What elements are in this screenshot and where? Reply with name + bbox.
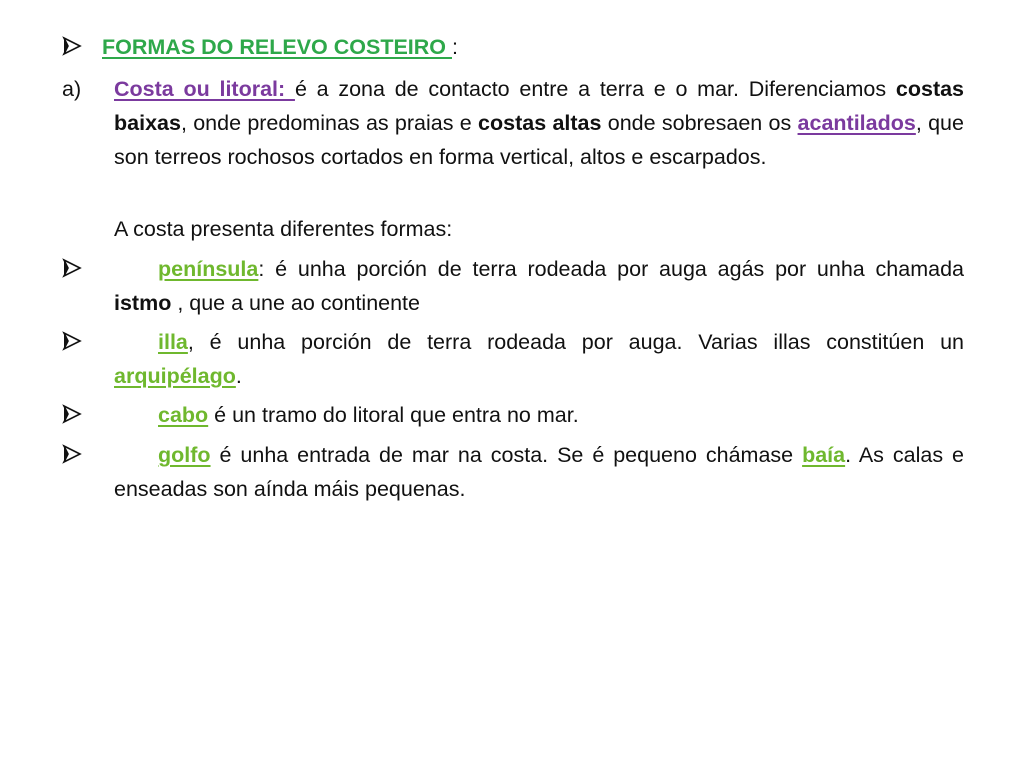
arrow-bullet-icon bbox=[62, 325, 82, 359]
golfo-text-1: é unha entrada de mar na costa. Se é pequeno chámase bbox=[210, 443, 803, 467]
arrow-bullet-icon bbox=[62, 30, 82, 64]
section-title-suffix: : bbox=[452, 35, 458, 59]
golfo-text-2: . As calas e enseadas son aínda máis pequenas. bbox=[114, 443, 964, 501]
arrow-bullet-icon bbox=[62, 252, 82, 286]
bullet-illa bbox=[62, 325, 964, 393]
term-golfo: golfo bbox=[158, 443, 211, 467]
bullet-cabo bbox=[62, 398, 964, 432]
term-istmo: istmo bbox=[114, 291, 172, 315]
heading-line bbox=[62, 30, 964, 64]
arrow-bullet-icon bbox=[62, 398, 82, 432]
term-illa: illa bbox=[158, 330, 188, 354]
peninsula-text-2: , que a une ao continente bbox=[171, 291, 420, 315]
bullet-golfo bbox=[62, 438, 964, 506]
term-arquipelago: arquipélago bbox=[114, 364, 236, 388]
term-acantilados: acantilados bbox=[797, 111, 916, 135]
term-cabo: cabo bbox=[158, 403, 209, 427]
term-costas-baixas: costas baixas bbox=[114, 77, 965, 135]
intro-text: A costa presenta diferentes formas: bbox=[114, 217, 453, 241]
item-a-text-4: , que son terreos rochosos cortados en forma vertical, altos e escarpados. bbox=[114, 111, 964, 169]
illa-text-2: . bbox=[235, 364, 242, 388]
item-a-text-3: onde sobresaen os bbox=[601, 111, 798, 135]
illa-text-1: , é unha porción de terra rodeada por auga. Varias illas constitúen un bbox=[187, 330, 964, 354]
term-costas-altas: costas altas bbox=[478, 111, 602, 135]
term-peninsula: península bbox=[158, 257, 259, 281]
item-a-text-2: , onde predominas as praias e bbox=[180, 111, 479, 135]
term-baia: baía bbox=[802, 443, 846, 467]
cabo-text-1: é un tramo do litoral que entra no mar. bbox=[208, 403, 579, 427]
peninsula-text-1: : é unha porción de terra rodeada por auga agás por unha chamada bbox=[258, 257, 964, 281]
item-a-text-1: é a zona de contacto entre a terra e o mar. Diferenciamos bbox=[294, 77, 896, 101]
bullet-peninsula bbox=[62, 252, 964, 320]
term-costa-ou-litoral: Costa ou litoral: bbox=[114, 77, 295, 101]
arrow-bullet-icon bbox=[62, 438, 82, 472]
section-title: FORMAS DO RELEVO COSTEIRO bbox=[102, 35, 452, 59]
intro-line bbox=[62, 212, 964, 246]
item-a-marker: a) bbox=[62, 77, 82, 101]
item-a-paragraph bbox=[62, 72, 964, 174]
